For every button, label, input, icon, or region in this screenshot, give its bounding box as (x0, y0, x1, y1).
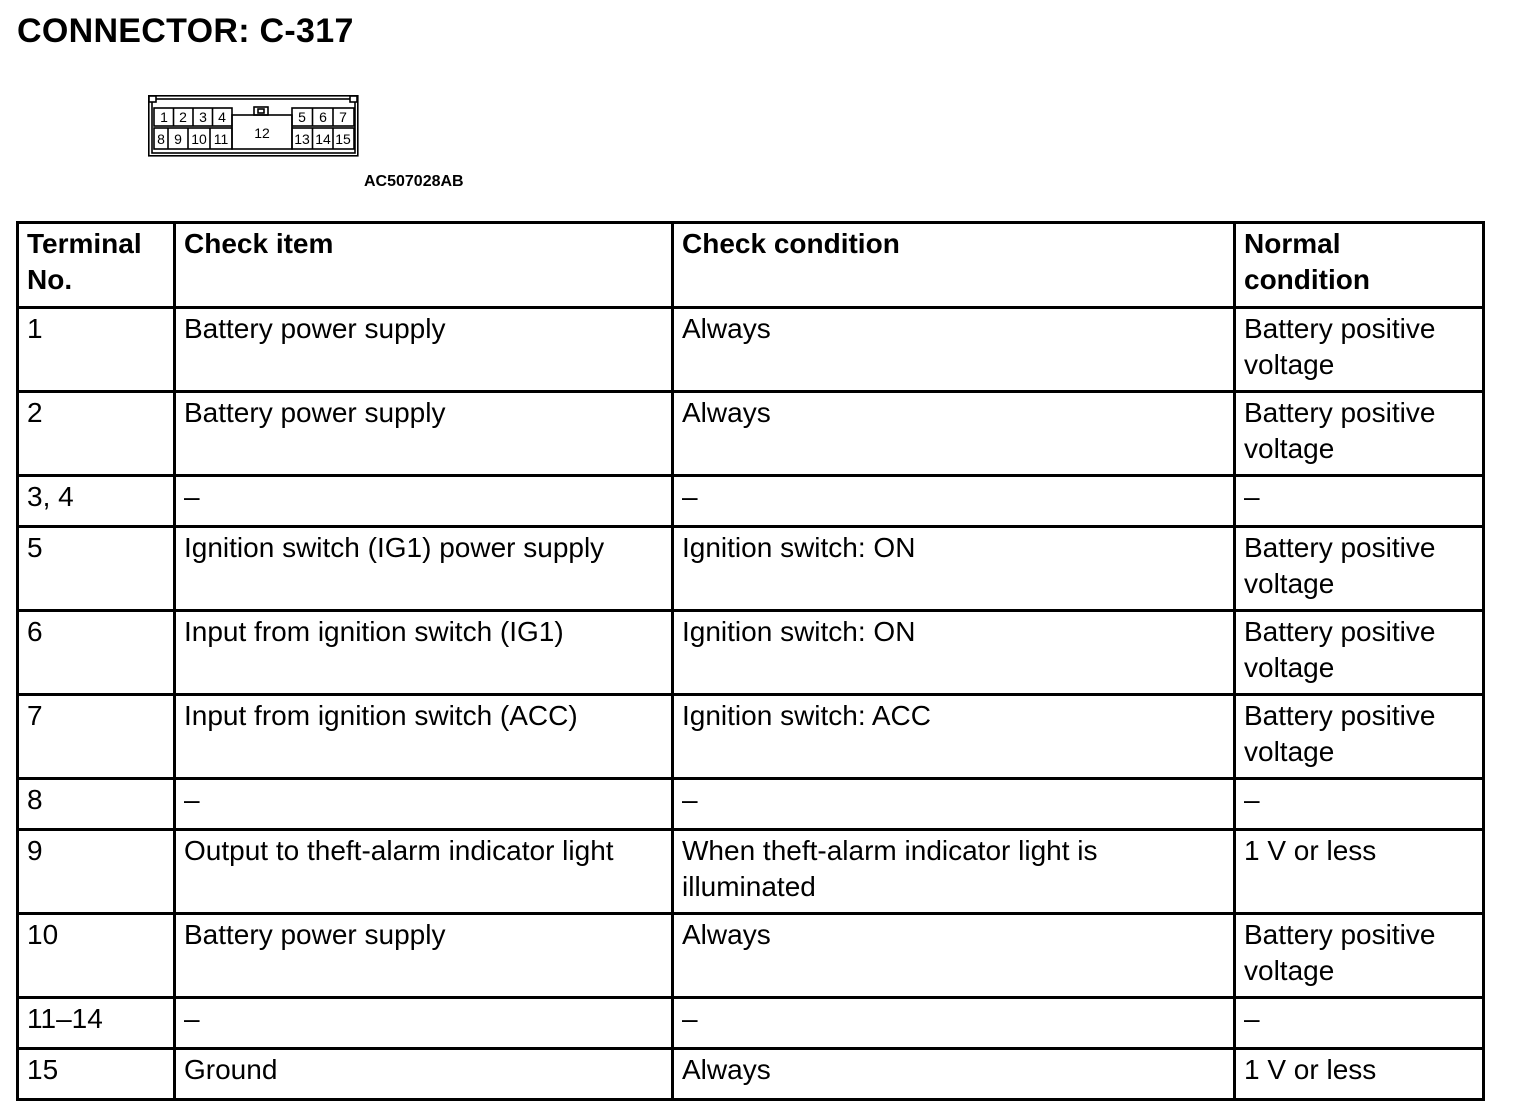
cell-check-item: Battery power supply (175, 914, 673, 998)
cell-check-item: Battery power supply (175, 308, 673, 392)
cell-check-item: Input from ignition switch (ACC) (175, 695, 673, 779)
cell-terminal: 5 (18, 527, 175, 611)
cell-check-condition: – (673, 779, 1235, 830)
cell-terminal: 7 (18, 695, 175, 779)
table-row (18, 476, 1484, 527)
pin-13-label: 13 (294, 131, 310, 147)
pin-11-label: 11 (213, 131, 229, 147)
table-row (18, 779, 1484, 830)
table-row (18, 611, 1484, 695)
cell-check-condition: Ignition switch: ON (673, 611, 1235, 695)
cell-check-condition: – (673, 998, 1235, 1049)
cell-check-condition: Always (673, 914, 1235, 998)
pin-1-label: 1 (160, 109, 168, 125)
cell-terminal: 2 (18, 392, 175, 476)
pin-4-label: 4 (218, 109, 226, 125)
cell-check-condition: Ignition switch: ON (673, 527, 1235, 611)
cell-terminal: 6 (18, 611, 175, 695)
cell-normal-condition: – (1235, 998, 1484, 1049)
header-check-item: Check item (175, 223, 673, 308)
pin-5-label: 5 (298, 109, 306, 125)
table-row (18, 998, 1484, 1049)
cell-normal-condition: 1 V or less (1235, 1049, 1484, 1100)
cell-check-condition: – (673, 476, 1235, 527)
page-title: CONNECTOR: C-317 (17, 12, 354, 50)
cell-check-item: – (175, 476, 673, 527)
cell-normal-condition: Battery positive voltage (1235, 914, 1484, 998)
header-terminal-no: Terminal No. (18, 223, 175, 308)
cell-check-condition: Ignition switch: ACC (673, 695, 1235, 779)
pin-12-label: 12 (254, 125, 270, 141)
cell-normal-condition: – (1235, 779, 1484, 830)
table-row (18, 308, 1484, 392)
header-normal-condition: Normal condition (1235, 223, 1484, 308)
cell-normal-condition: Battery positive voltage (1235, 611, 1484, 695)
cell-terminal: 3, 4 (18, 476, 175, 527)
table-row (18, 1049, 1484, 1100)
table-row (18, 914, 1484, 998)
cell-terminal: 10 (18, 914, 175, 998)
cell-check-item: – (175, 998, 673, 1049)
cell-terminal: 1 (18, 308, 175, 392)
cell-check-item: Input from ignition switch (IG1) (175, 611, 673, 695)
header-check-condition: Check condition (673, 223, 1235, 308)
cell-normal-condition: Battery positive voltage (1235, 308, 1484, 392)
cell-terminal: 11–14 (18, 998, 175, 1049)
pin-15-label: 15 (335, 131, 351, 147)
pin-14-label: 14 (315, 131, 331, 147)
table-row (18, 392, 1484, 476)
cell-check-condition: Always (673, 392, 1235, 476)
cell-check-item: – (175, 779, 673, 830)
cell-check-item: Output to theft-alarm indicator light (175, 830, 673, 914)
table-row (18, 527, 1484, 611)
pin-9-label: 9 (174, 131, 182, 147)
pin-3-label: 3 (199, 109, 207, 125)
cell-normal-condition: – (1235, 476, 1484, 527)
pin-6-label: 6 (319, 109, 327, 125)
cell-terminal: 9 (18, 830, 175, 914)
terminal-check-table (16, 221, 1485, 1101)
cell-check-condition: Always (673, 308, 1235, 392)
cell-terminal: 15 (18, 1049, 175, 1100)
cell-check-item: Ignition switch (IG1) power supply (175, 527, 673, 611)
figure-code: AC507028AB (364, 173, 464, 190)
connector-diagram (148, 95, 360, 159)
pin-7-label: 7 (339, 109, 347, 125)
cell-normal-condition: Battery positive voltage (1235, 527, 1484, 611)
cell-check-condition: When theft-alarm indicator light is illuminated (673, 830, 1235, 914)
cell-terminal: 8 (18, 779, 175, 830)
cell-check-item: Ground (175, 1049, 673, 1100)
cell-check-item: Battery power supply (175, 392, 673, 476)
cell-check-condition: Always (673, 1049, 1235, 1100)
pin-8-label: 8 (157, 131, 165, 147)
cell-normal-condition: Battery positive voltage (1235, 695, 1484, 779)
cell-normal-condition: 1 V or less (1235, 830, 1484, 914)
table-row (18, 830, 1484, 914)
cell-normal-condition: Battery positive voltage (1235, 392, 1484, 476)
pin-2-label: 2 (179, 109, 187, 125)
table-header-row (18, 223, 1484, 308)
pin-10-label: 10 (191, 131, 207, 147)
table-row (18, 695, 1484, 779)
